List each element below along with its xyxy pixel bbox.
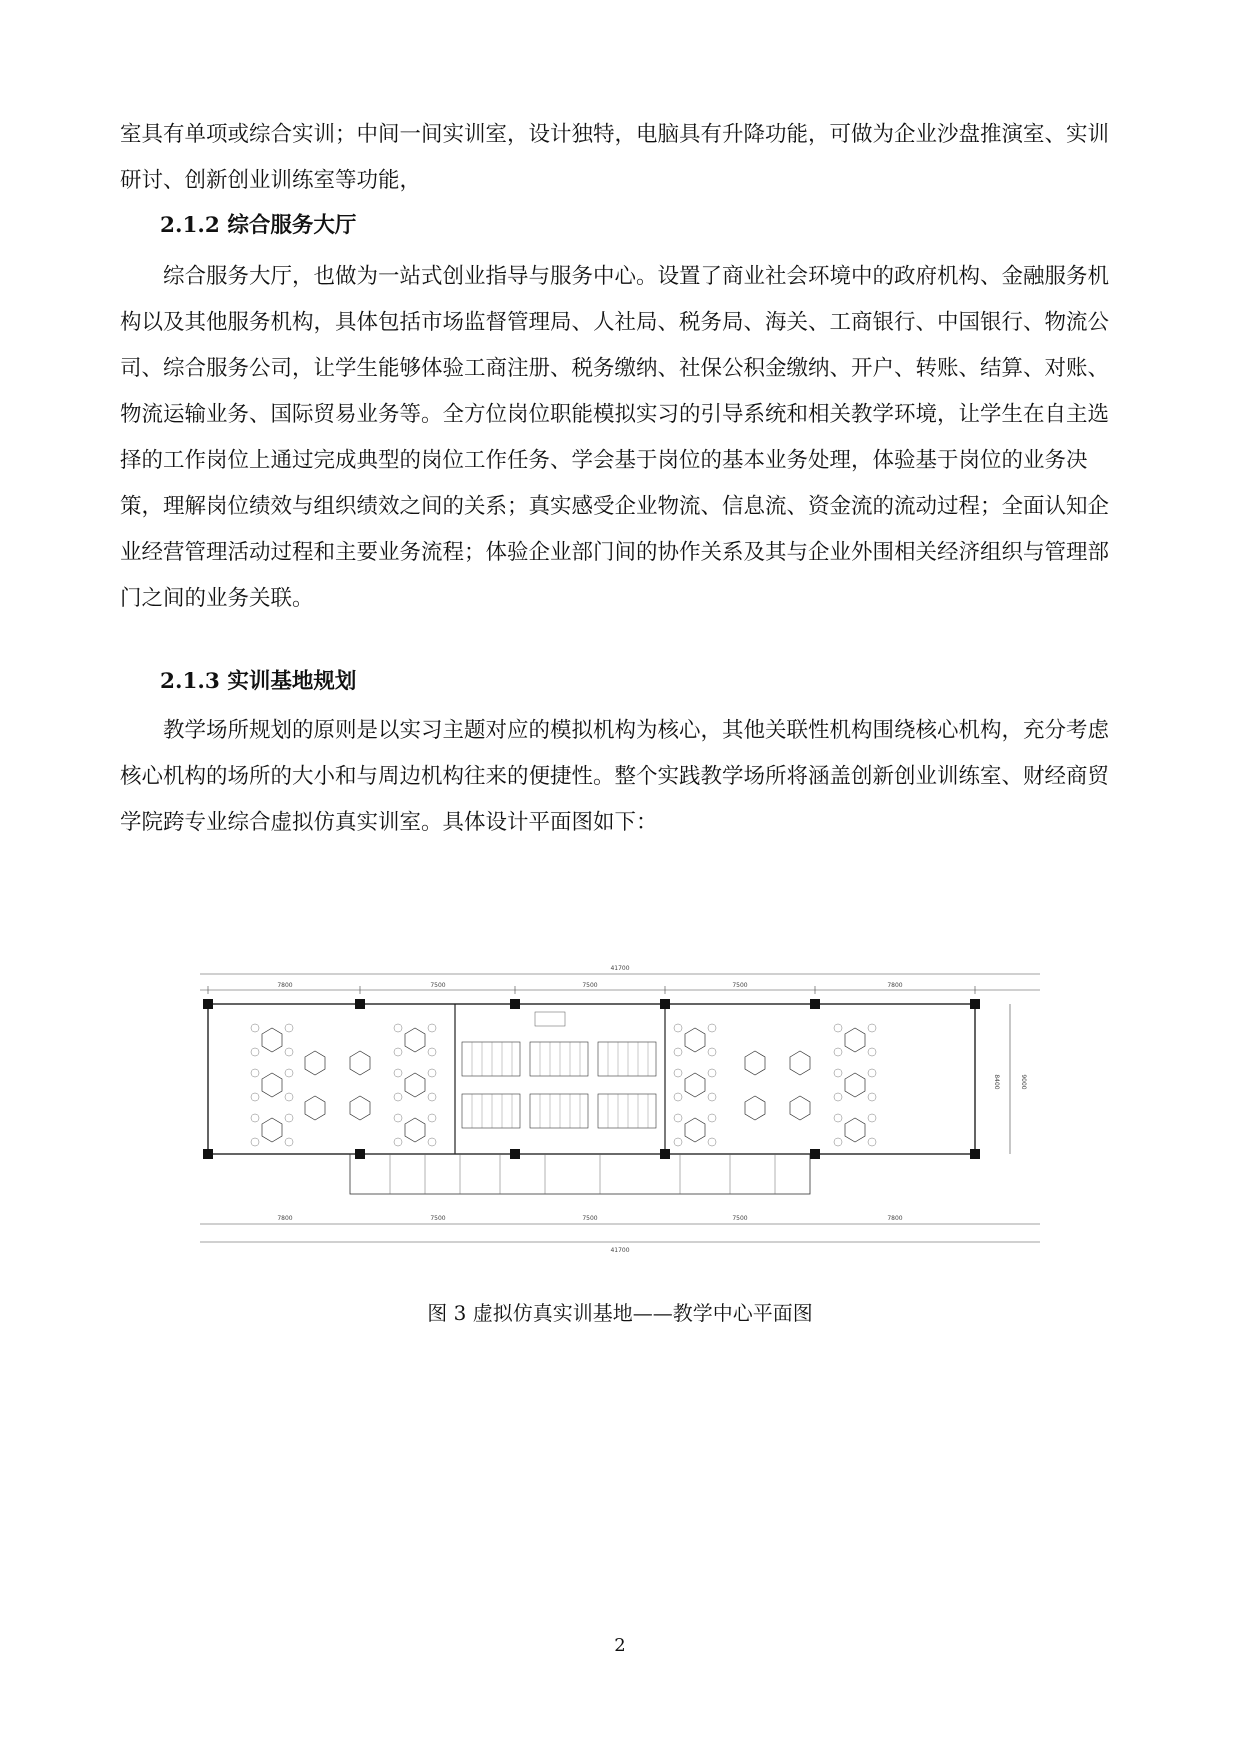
svg-text:7500: 7500 <box>430 982 446 989</box>
paragraph-base-planning: 教学场所规划的原则是以实习主题对应的模拟机构为核心，其他关联性机构围绕核心机构，充分考虑核心机构的场所的大小和与周边机构往来的便捷性。整个实践教学场所将涵盖创新创业训练室、财经商贸学院跨专业综合虚拟仿真实训室。具体设计平面图如下： <box>120 718 1110 835</box>
total-width-top: 41700 <box>610 965 630 972</box>
svg-text:7500: 7500 <box>582 1215 598 1222</box>
svg-text:7800: 7800 <box>277 982 293 989</box>
right-room-tables <box>685 1028 865 1142</box>
paragraph-service-hall: 综合服务大厅，也做为一站式创业指导与服务中心。设置了商业社会环境中的政府机构、金融服务机构以及其他服务机构，具体包括市场监督管理局、人社局、税务局、海关、工商银行、中国银行、物流公司、综合服务公司，让学生能够体验工商注册、税务缴纳、社保公积金缴纳、开户、转账、结算、对账、物流运输业务、国际贸易业务等。全方位岗位职能模拟实习的引导系统和相关教学环境，让学生在自主选择的工作岗位上通过完成典型的岗位工作任务、学会基于岗位的基本业务处理，体验基于岗位的业务决策，理解岗位绩效与组织绩效之间的关系；真实感受企业物流、信息流、资金流的流动过程；全面认知企业经营管理活动过程和主要业务流程；体验企业部门间的协作关系及其与企业外围相关经济组织与管理部门之间的业务关联。 <box>120 264 1110 611</box>
total-width-bottom: 41700 <box>610 1247 630 1254</box>
svg-text:7500: 7500 <box>732 982 748 989</box>
section-heading-2-1-2: 2.1.2 综合服务大厅 <box>160 213 357 238</box>
middle-room-desks <box>462 1042 656 1128</box>
svg-text:7800: 7800 <box>887 982 903 989</box>
section-heading-2-1-3: 2.1.3 实训基地规划 <box>160 669 357 694</box>
page-number: 2 <box>614 1635 626 1656</box>
svg-text:7800: 7800 <box>277 1215 293 1222</box>
depth-right: 9000 <box>1020 1074 1027 1090</box>
inner-depth-right: 8400 <box>993 1074 1000 1090</box>
svg-text:7800: 7800 <box>887 1215 903 1222</box>
figure-caption: 图 3 虚拟仿真实训基地——教学中心平面图 <box>427 1301 813 1325</box>
floor-plan-figure <box>200 962 1040 1262</box>
left-room-tables <box>262 1028 425 1142</box>
svg-text:7500: 7500 <box>582 982 598 989</box>
svg-text:7500: 7500 <box>430 1215 446 1222</box>
paragraph-continuation: 室具有单项或综合实训；中间一间实训室，设计独特，电脑具有升降功能，可做为企业沙盘推演室、实训研讨、创新创业训练室等功能， <box>120 122 1110 193</box>
svg-text:7500: 7500 <box>732 1215 748 1222</box>
top-bay-dimensions <box>277 982 902 989</box>
bottom-bay-dimensions <box>277 1215 902 1222</box>
floor-plan-drawing <box>200 962 1040 1262</box>
